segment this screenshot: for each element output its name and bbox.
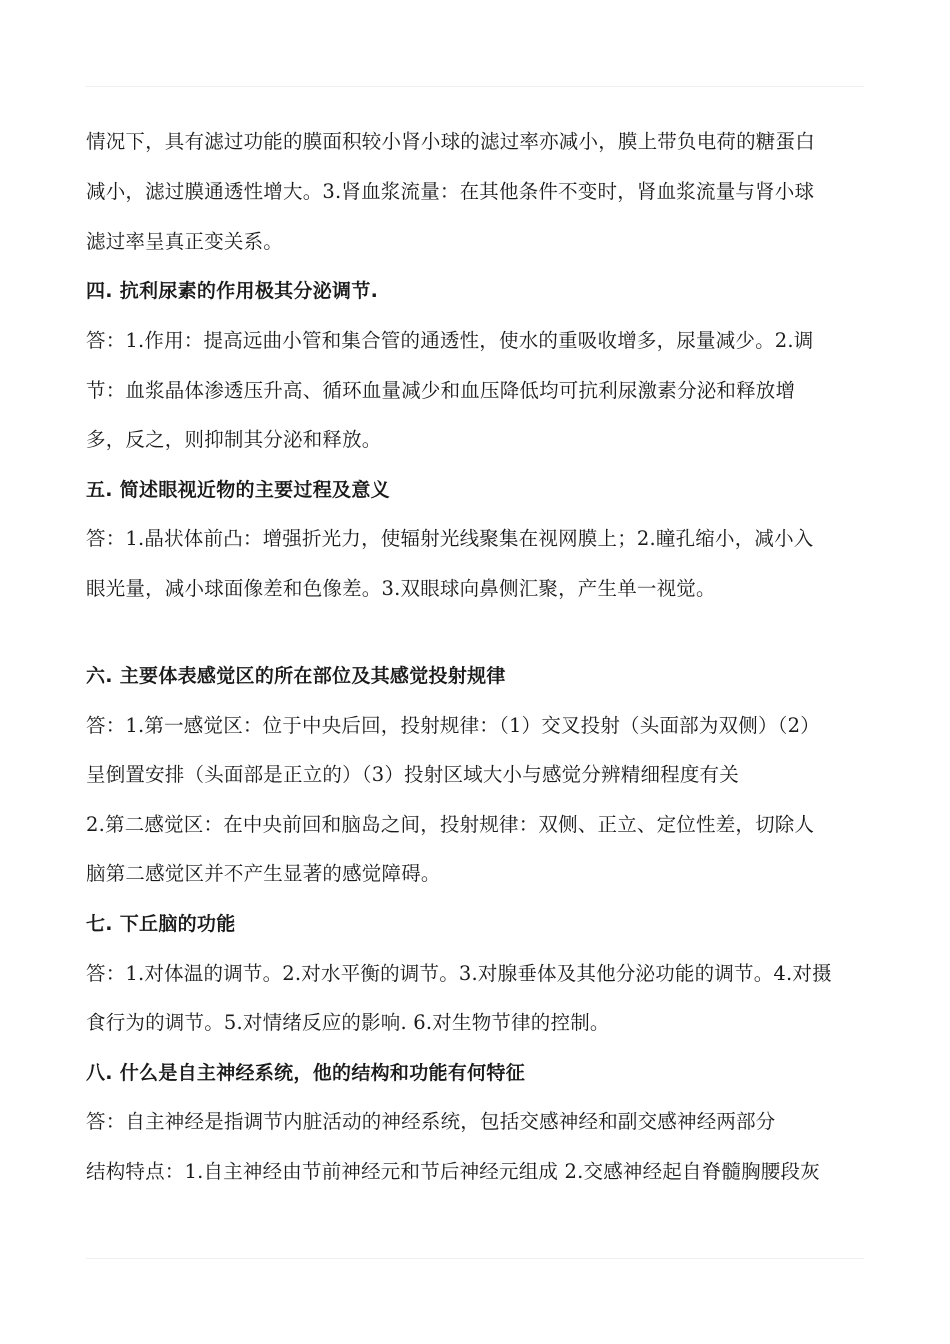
body-text-line: 呈倒置安排（头面部是正立的）（3）投射区域大小与感觉分辨精细程度有关 (86, 763, 739, 786)
body-text-line: 眼光量，减小球面像差和色像差。3.双眼球向鼻侧汇聚，产生单一视觉。 (86, 577, 716, 600)
body-text-line: 脑第二感觉区并不产生显著的感觉障碍。 (86, 862, 441, 885)
body-text-line: 答：1.作用：提高远曲小管和集合管的通透性，使水的重吸收增多，尿量减少。2.调 (86, 329, 814, 352)
footer-divider (86, 1258, 864, 1259)
body-text-line: 答：1.晶状体前凸：增强折光力，使辐射光线聚集在视网膜上；2.瞳孔缩小，减小入 (86, 527, 814, 550)
body-text-line: 答：1.第一感觉区：位于中央后回，投射规律：（1）交叉投射（头面部为双侧）（2） (86, 714, 820, 737)
section-heading-8: 八. 什么是自主神经系统，他的结构和功能有何特征 (86, 1062, 526, 1084)
section-heading-4: 四. 抗利尿素的作用极其分泌调节. (86, 280, 379, 302)
body-text-line: 2.第二感觉区：在中央前回和脑岛之间，投射规律：双侧、正立、定位性差，切除人 (86, 813, 815, 836)
section-heading-6: 六. 主要体表感觉区的所在部位及其感觉投射规律 (86, 665, 506, 687)
body-text-line: 情况下，具有滤过功能的膜面积较小肾小球的滤过率亦减小，膜上带负电荷的糖蛋白 (86, 130, 815, 153)
section-heading-5: 五. 简述眼视近物的主要过程及意义 (86, 479, 390, 501)
header-divider (86, 86, 864, 87)
body-text-line: 结构特点：1.自主神经由节前神经元和节后神经元组成 2.交感神经起自脊髓胸腰段灰 (86, 1160, 820, 1183)
body-text-line: 减小，滤过膜通透性增大。3.肾血浆流量：在其他条件不变时，肾血浆流量与肾小球 (86, 180, 815, 203)
body-text-line: 食行为的调节。5.对情绪反应的影响. 6.对生物节律的控制。 (86, 1011, 610, 1034)
body-text-line: 节：血浆晶体渗透压升高、循环血量减少和血压降低均可抗利尿激素分泌和释放增 (86, 379, 796, 402)
body-text-line: 答：自主神经是指调节内脏活动的神经系统，包括交感神经和副交感神经两部分 (86, 1110, 776, 1133)
body-text-line: 多，反之，则抑制其分泌和释放。 (86, 428, 382, 451)
section-heading-7: 七. 下丘脑的功能 (86, 913, 236, 935)
body-text-line: 答：1.对体温的调节。2.对水平衡的调节。3.对腺垂体及其他分泌功能的调节。4.对摄 (86, 962, 832, 985)
body-text-line: 滤过率呈真正变关系。 (86, 230, 284, 253)
